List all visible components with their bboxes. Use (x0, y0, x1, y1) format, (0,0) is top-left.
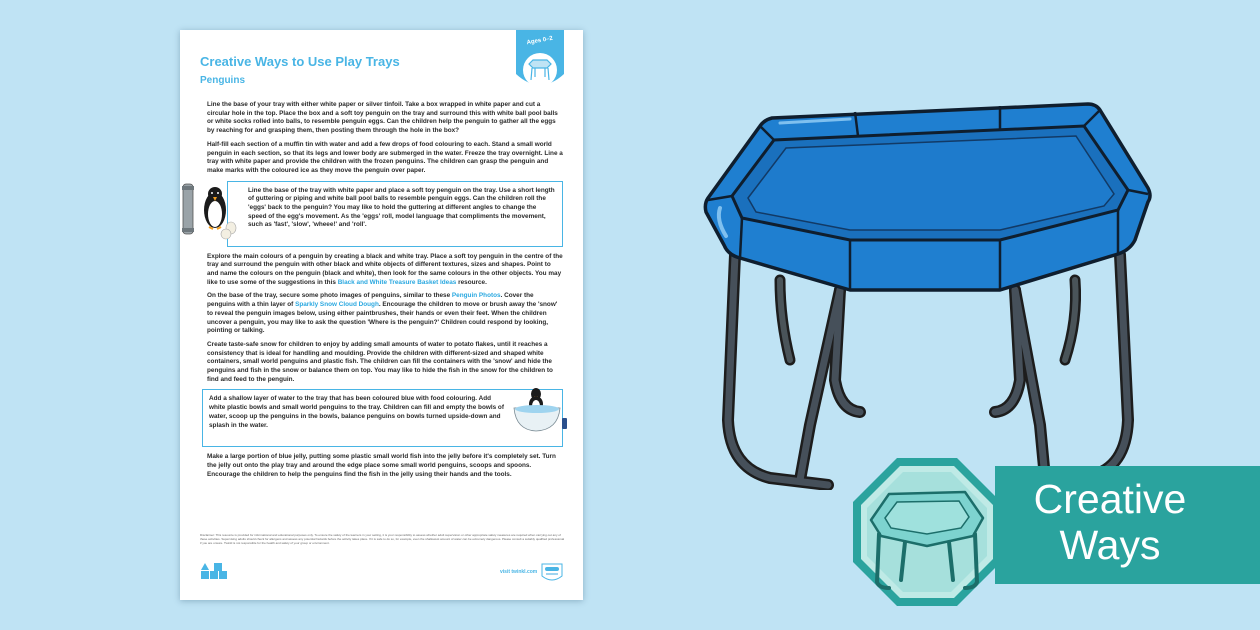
disclaimer-text: Disclaimer: This resource is provided for informational and educational purposes only. To ensure the safety of the learners in your setting, it is your responsibility to assess whether adult supervision or other appropriate safety measures are required when carrying out any of these activities. Supervising adults should check for allergens and assess any potential hazards before the activity takes place. If it is safe to do so, for example, even the shallowest amount of water can be extremely dangerous. Please consult a suitably qualified professional if you are unsure. Twinkl is not responsible for the health and safety of your group or environment. (200, 533, 565, 545)
activity-paragraph: Make a large portion of blue jelly, putting some plastic small world fish into the jelly before it's completely set. Turn the jelly out onto the play tray and around the edge place some small world penguins, scoops and spoons. Encourage the children to help the penguins find the fish in the jelly using their hands and the tools. (207, 453, 556, 478)
activity-paragraph (207, 253, 563, 288)
twinkl-logo-icon (540, 562, 564, 582)
play-tray-illustration (700, 90, 1160, 490)
footer-link[interactable]: visit twinkl.com (500, 569, 538, 575)
snow-cloud-dough-link[interactable]: Sparkly Snow Cloud Dough (295, 301, 379, 309)
treasure-basket-link[interactable]: Black and White Treasure Basket Ideas (337, 278, 457, 286)
activity-box-water (202, 389, 563, 447)
worksheet-page (180, 30, 583, 600)
worksheet-subtitle: Penguins (200, 75, 246, 86)
banner-line-1: Creative (1033, 476, 1187, 522)
worksheet-content (207, 101, 563, 485)
paragraph-text: On the base of the tray, secure some photo images of penguins, similar to these (207, 292, 452, 300)
paragraph-text: resource. (456, 278, 487, 286)
activity-paragraph: Create taste-safe snow for children to enjoy by adding small amounts of water to potato flakes, until it reaches a consistency that is ideal for handling and moulding. Provide the children with different-sized and shaped white containers, small world penguins and plastic fish. The children can fill the containers with the 'snow' and hide the penguins and fish in the snow or balance them on top. You may like to hide the fish in the snow for the children to find and feed to the penguin. (207, 340, 553, 383)
activity-paragraph (207, 292, 563, 336)
play-tray-badge-icon (849, 454, 1005, 610)
banner-line-2: Ways (1059, 522, 1161, 568)
paragraph-text: Explore the main colours of a penguin by creating a black and white tray. Place a soft toy penguin in the centre of the tray and surround the penguin with other black and white objects of different textures, sizes and shapes. Point to and name the colours on the penguin (black and white), then look for the same colours in the other objects. You may like to use some of the suggestions in this (207, 252, 563, 286)
building-blocks-icon (200, 562, 230, 580)
age-badge (516, 30, 564, 90)
worksheet-title: Creative Ways to Use Play Trays (200, 54, 400, 69)
age-badge-label: Ages 0–2 (526, 35, 554, 47)
paragraph-text: . Cover the penguins with a thin layer of (207, 292, 534, 309)
activity-box-guttering (227, 181, 563, 247)
activity-box-text: Add a shallow layer of water to the tray that has been coloured blue with food colouring. Add white plastic bowls and small world penguins to the tray. Children can fill and empty the bowls of water, scoop up the penguins in the bowls, balance penguins on bowls turned upside-down and splash in the water. (209, 395, 504, 429)
penguin-bowl-illustration (510, 384, 570, 436)
paragraph-text: . Encourage the children to move or brush away the 'snow' to reveal the penguin images below, using either paintbrushes, their hands or even their feet. When the children uncover a penguin, you may like to ask the question 'Where is the penguin?' Children could respond by looking, pointing or talking. (207, 301, 558, 335)
activity-paragraph: Half-fill each section of a muffin tin with water and add a few drops of food colouring to each. Stand a small world penguin in each section, so that its legs and lower body are submerged in the water. Freeze the tray overnight. Line a tray with white paper and provide the children with the frozen penguins. The children can grasp the penguin and make marks with the coloured ice as they move the penguin over paper. (207, 140, 563, 174)
activity-paragraph: Line the base of your tray with either white paper or silver tinfoil. Take a box wrapped in white paper and cut a circular hole in the top. Place the box and a soft toy penguin on the tray and surround this with white ball pool balls or white socks rolled into balls, to resemble penguin eggs. Can the children help the penguin to gather all the eggs by reaching for and grasping them, then posting them through the hole in the box? (207, 101, 558, 135)
penguin-photos-link[interactable]: Penguin Photos (451, 292, 501, 300)
creative-ways-title (1000, 476, 1220, 568)
penguin-guttering-illustration (181, 180, 243, 240)
activity-box-text: Line the base of the tray with white paper and place a soft toy penguin on the tray. Use a short length of guttering or piping and white ball pool balls to resemble penguin eggs. Can the children roll the 'eggs' back to the penguin? You may like to hold the guttering at different angles to change the speed of the egg's movement. As the 'eggs' roll, model language that compliments the movement, such as 'fast', 'slow', 'wheee!' and 'roll'. (248, 186, 555, 229)
